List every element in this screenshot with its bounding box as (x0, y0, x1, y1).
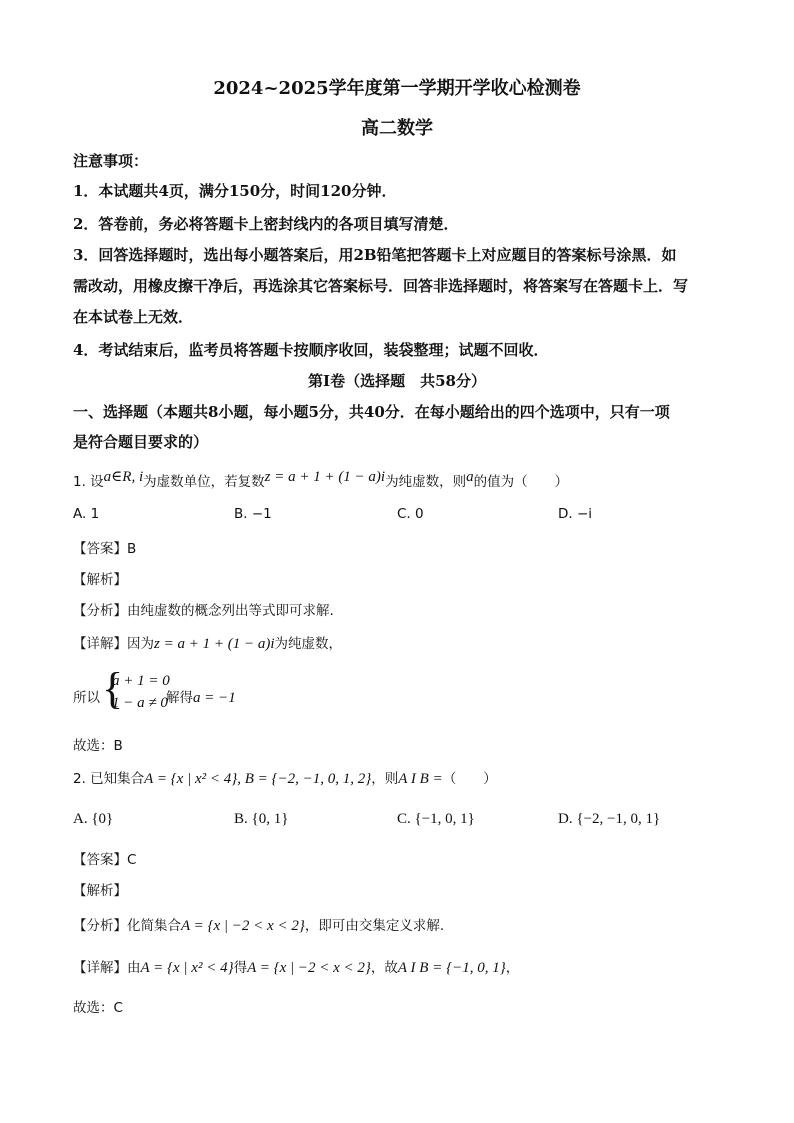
q1-analysis-tag: 【解析】 (73, 572, 127, 588)
q2-final: 故选：C (73, 1000, 123, 1016)
notes-item-4: 4．考试结束后，监考员将答题卡按顺序收回，装袋整理；试题不回收． (73, 341, 549, 359)
q2-fenxi: 【分析】化简集合A = {x | −2 < x < 2}，即可由交集定义求解. (73, 918, 445, 934)
q1-option-d: D. −i (558, 506, 593, 522)
q1-stem-text-c: 为纯虚数，则 (385, 474, 467, 490)
q1-answer: 【答案】B (73, 541, 137, 557)
q2-answer: 【答案】C (73, 852, 137, 868)
q1-stem-math-a: a∈R, i (103, 469, 144, 485)
q1-option-c: C. 0 (397, 506, 424, 522)
q1-case-1: a + 1 = 0 (112, 673, 170, 689)
q1-result: 解得a = −1 (166, 690, 236, 706)
q1-stem-math-z: z = a + 1 + (1 − a)i (264, 469, 386, 485)
q1-fenxi: 【分析】由纯虚数的概念列出等式即可求解. (73, 603, 334, 619)
q1-xiangjie: 【详解】因为z = a + 1 + (1 − a)i为纯虚数， (73, 636, 342, 652)
q2-option-d: D. {−2, −1, 0, 1} (558, 811, 661, 827)
section-heading-line1: 一、选择题（本题共8小题，每小题5分，共40分．在每小题给出的四个选项中，只有一项 (73, 403, 670, 421)
question-1-stem (73, 470, 568, 491)
q1-case-2: 1 − a ≠ 0 (112, 695, 168, 711)
section-title: 第Ⅰ卷（选择题 共58分） (308, 372, 486, 390)
brace-icon: { (102, 664, 124, 713)
question-2-stem: 2. 已知集合A = {x | x² < 4}, B = {−2, −1, 0, 1, 2}，则A I B =（ ） (73, 771, 497, 787)
notes-item-3-line3: 在本试卷上无效． (73, 308, 194, 326)
q1-final: 故选：B (73, 738, 123, 754)
q1-stem-text-d: 的值为（ ） (473, 474, 569, 490)
q1-option-b: B. −1 (234, 506, 272, 522)
exam-title: 2024~2025学年度第一学期开学收心检测卷 (213, 78, 581, 99)
q1-stem-text-a: 1. 设 (73, 474, 104, 490)
notes-heading: 注意事项： (73, 152, 149, 170)
notes-item-1: 1．本试题共4页，满分150分，时间120分钟． (73, 182, 397, 200)
section-heading-line2: 是符合题目要求的） (73, 433, 209, 451)
q1-suoyi: 所以 (73, 690, 100, 706)
q2-xiangjie: 【详解】由A = {x | x² < 4}得A = {x | −2 < x < 2}，故A I B = {−1, 0, 1}， (73, 960, 520, 976)
q2-option-b: B. {0, 1} (234, 811, 289, 827)
q1-stem-math-var: a (466, 469, 474, 485)
exam-subtitle: 高二数学 (361, 118, 433, 139)
notes-item-3-line2: 需改动，用橡皮擦干净后，再选涂其它答案标号．回答非选择题时，将答案写在答题卡上．写 (73, 277, 689, 295)
q2-analysis-tag: 【解析】 (73, 883, 127, 899)
q1-option-a: A. 1 (73, 506, 100, 522)
notes-item-2: 2．答卷前，务必将答题卡上密封线内的各项目填写清楚． (73, 215, 459, 233)
q2-option-a: A. {0} (73, 811, 114, 827)
q1-stem-text-b: 为虚数单位，若复数 (143, 474, 265, 490)
notes-item-3-line1: 3．回答选择题时，选出每小题答案后，用2B铅笔把答题卡上对应题目的答案标号涂黑．如 (73, 246, 677, 264)
q2-option-c: C. {−1, 0, 1} (397, 811, 475, 827)
